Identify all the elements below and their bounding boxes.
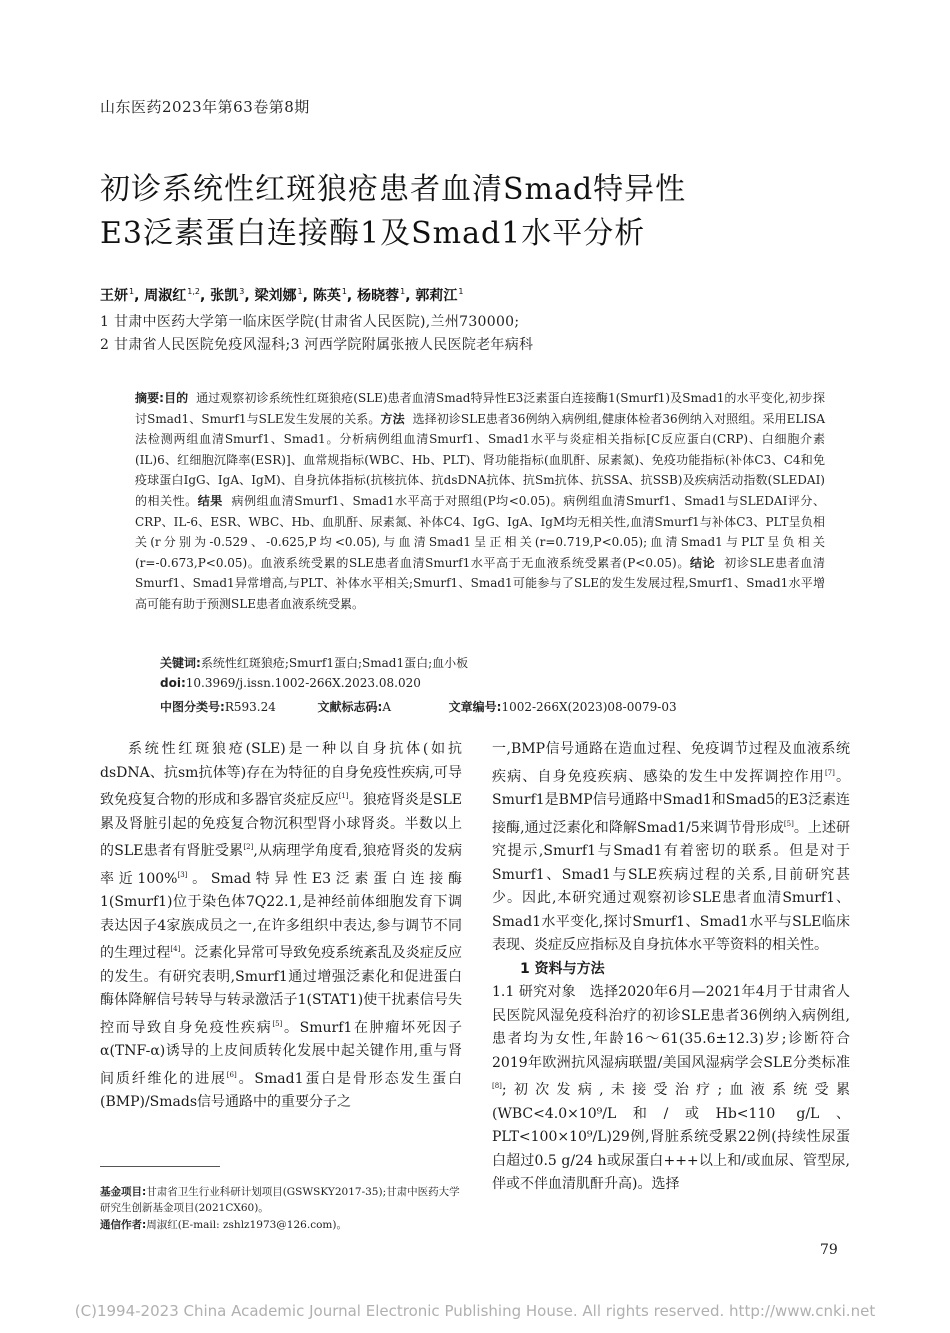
subsection-heading: 1.1 研究对象 [492,984,576,1000]
citation: [7] [824,768,835,777]
doc-code-value: A [382,700,391,714]
methods-label: 方法 [380,411,405,426]
section-heading: 1 资料与方法 [520,960,605,977]
abstract-methods: 选择初诊SLE患者36例纳入病例组,健康体检者36例纳入对照组。采用ELISA法检测两组血清Smurf1、Smad1。分析病例组血清Smurf1、Smad1水平与炎症相关指标[C反应蛋白(CRP)、白细胞介素(IL)6、红细胞沉降率(ESR)]、血常规指标(WBC、Hb、PLT)、肾功能指标(血肌酐、尿素氮)、免疫功能指标(补体C3、C4和免疫球蛋白IgG、IgA、IgM)、自身抗体指标(抗核抗体、抗dsDNA抗体、抗Sm抗体、抗SSA、抗SSB)及疾病活动指数(SLEDAI)的相关性。 [135,411,825,508]
author-affiliation-mark: 1,2 [187,287,201,296]
body-text: 。Smurf1在肿瘤坏死因子α(TNF-α)诱导的上皮间质转化发展中起关键作用,重与肾间质纤维化的进展 [100,1019,462,1087]
body-text: 。上述研究提示,Smurf1与Smad1有着密切的联系。但是对于Smurf1、Smad1与SLE疾病过程的关系,目前研究甚少。因此,本研究通过观察初诊SLE患者血清Smurf1、Smad1水平变化,探讨Smurf1、Smad1水平与SLE临床表现、炎症反应指标及自身抗体水平等资料的相关性。 [492,819,851,953]
title-line-1: 初诊系统性红斑狼疮患者血清Smad特异性 [100,172,687,207]
author-affiliation-mark: 1 [341,287,347,296]
citation: [2] [243,843,254,851]
body-text: 。Smad特异性E3泛素蛋白连接酶1(Smurf1)位于染色体7Q22.1,是神经前体细胞发育下调表达因子4家族成员之一,在许多组织中表达,参与调节不同的生理过程 [100,870,462,961]
intro-paragraph [100,738,462,1115]
abstract-objective: 通过观察初诊系统性红斑狼疮(SLE)患者血清Smad特异性E3泛素蛋白连接酶1(Smurf1)及Smad1的水平变化,初步探讨Smad1、Smurf1与SLE发生发展的关系。 [135,391,825,426]
body-text: ,从病理学角度看,狼疮肾炎的发病率近100% [100,843,463,887]
doc-code-label: 文献标志码: [317,700,383,714]
affiliation-line-2: 2 甘肃省人民医院免疫风湿科;3 河西学院附属张掖人民医院老年病科 [100,337,534,353]
citation: [5] [272,1019,283,1028]
abstract [135,388,825,615]
affiliation-line-1: 1 甘肃中医药大学第一临床医学院(甘肃省人民医院),兰州730000; [100,314,520,330]
results-label: 结果 [197,493,223,508]
author-list: 王妍$^1$, 周淑红$^{1,2}$, 张凯$^3$, 梁刘娜$^1$, 陈英$^1$, 杨晓蓉$^1$, 郭莉江$^1$ [100,287,464,304]
funding-footnote [100,1184,462,1216]
citation: [1] [338,792,349,800]
article-title [100,168,860,256]
keywords-label: 关键词: [160,656,201,670]
clc-value: R593.24 [224,700,276,714]
body-paragraph [492,738,850,958]
body-right-column [492,738,850,1197]
title-line-2: E3泛素蛋白连接酶1及Smad1水平分析 [100,216,646,251]
citation: [3] [177,870,188,879]
page-number: 79 [820,1242,838,1258]
body-text: 。Smad1蛋白是骨形态发生蛋白(BMP)/Smads信号通路中的重要分子之 [100,1070,462,1110]
abstract-conclusion: 初诊SLE患者血清Smurf1、Smad1异常增高,与PLT、补体水平相关;Smurf1、Smad1可能参与了SLE的发生发展过程,Smurf1、Smad1水平增高可能有助于预测SLE患者血液系统受累。 [135,555,825,611]
author-name: 杨晓蓉 [357,288,400,304]
footnote-divider [100,1166,220,1167]
author-name: 周淑红 [144,288,187,304]
author-name: 王妍 [100,288,128,304]
keywords [160,654,468,671]
citation: [8] [492,1082,502,1090]
author-affiliation-mark: 1 [400,287,406,296]
body-left-column [100,738,462,1115]
journal-header: 山东医药2023年第63卷第8期 [100,98,310,116]
author-name: 梁刘娜 [254,288,297,304]
author-affiliation-mark: 1 [297,287,303,296]
body-text: 选择2020年6月—2021年4月于甘肃省人民医院风湿免疫科治疗的初诊SLE患者36例纳入病例组,患者均为女性,年龄16～61(35.6±12.3)岁;诊断符合2019年欧洲抗风湿病联盟/美国风湿病学会SLE分类标准 [492,984,850,1071]
body-text: 系统性红斑狼疮(SLE)是一种以自身抗体(如抗dsDNA、抗sm抗体等)存在为特征的自身免疫性疾病,可导致免疫复合物的形成和多器官炎症反应 [100,741,462,808]
corresponding-text: 周淑红(E-mail: zshlz1973@126.com)。 [146,1219,347,1231]
author-name: 张凯 [210,288,239,304]
abstract-results: 病例组血清Smurf1、Smad1水平高于对照组(P均<0.05)。病例组血清Smurf1、Smad1与SLEDAI评分、CRP、IL-6、ESR、WBC、Hb、血肌酐、尿素氮、补体C4、IgG、IgA、IgM均无相关性,血清Smurf1与补体C3、PLT呈负相关(r分别为-0.529、-0.625,P均<0.05),与血清Smad1呈正相关(r=0.719,P<0.05);血清Smad1与PLT呈负相关(r=-0.673,P<0.05)。血液系统受累的SLE患者血清Smurf1水平高于无血液系统受累者(P<0.05)。 [135,493,825,570]
body-text: ;初次发病,未接受治疗;血液系统受累(WBC<4.0×10⁹/L和/或Hb<110 g/L、PLT<100×10⁹/L)29例,肾脏系统受累22例(持续性尿蛋白超过0.5 g/24 h或尿蛋白+++以上和/或血尿、管型尿,伴或不伴血清肌酐升高)。选择 [492,1082,850,1192]
author-affiliation-mark: 1 [458,287,464,296]
objective-label: 目的 [163,391,189,405]
clc-label: 中图分类号: [160,700,225,714]
body-text: 一,BMP信号通路在造血过程、免疫调节过程及血液系统疾病、自身免疫疾病、感染的发生中发挥调控作用 [492,741,850,785]
body-text: 。Smurf1是BMP信号通路中Smad1和Smad5的E3泛素连接酶,通过泛素化和降解Smad1/5来调节骨形成 [492,768,851,836]
body-text: 。狼疮肾炎是SLE累及肾脏引起的免疫复合物沉积型肾小球肾炎。半数以上的SLE患者有肾脏受累 [100,792,462,859]
corresponding-author [100,1217,462,1233]
subsection-paragraph [492,981,850,1197]
classification-line [160,698,677,715]
corresponding-label: 通信作者: [100,1219,147,1231]
citation: [6] [226,1070,237,1079]
body-text: 。泛素化异常可导致免疫系统紊乱及炎症反应的发生。有研究表明,Smurf1通过增强泛素化和促进蛋白酶体降解信号转导与转录激活子1(STAT1)使干扰素信号失控而导致自身免疫性疾病 [100,945,463,1036]
article-number-value: 1002-266X(2023)08-0079-03 [501,700,677,714]
conclusion-label: 结论 [690,555,716,570]
abstract-label: 摘要: [135,391,164,405]
copyright-watermark: (C)1994-2023 China Academic Journal Electronic Publishing House. All rights reserved. http://www.cnki.net [74,1302,876,1320]
author-affiliation-mark: 1 [129,287,135,296]
citation: [5] [783,819,794,828]
keywords-value: 系统性红斑狼疮;Smurf1蛋白;Smad1蛋白;血小板 [200,656,469,670]
funding-label: 基金项目: [100,1186,147,1198]
doi [160,676,421,690]
doi-value: 10.3969/j.issn.1002-266X.2023.08.020 [185,676,421,690]
article-number-label: 文章编号: [448,700,502,714]
citation: [4] [170,945,181,953]
author-name: 陈英 [312,288,341,304]
author-name: 郭莉江 [415,288,458,304]
author-affiliation-mark: 3 [239,287,245,296]
funding-text: 甘肃省卫生行业科研计划项目(GSWSKY2017-35);甘肃中医药大学研究生创新基金项目(2021CX60)。 [100,1186,460,1214]
doi-label: doi: [160,676,186,690]
